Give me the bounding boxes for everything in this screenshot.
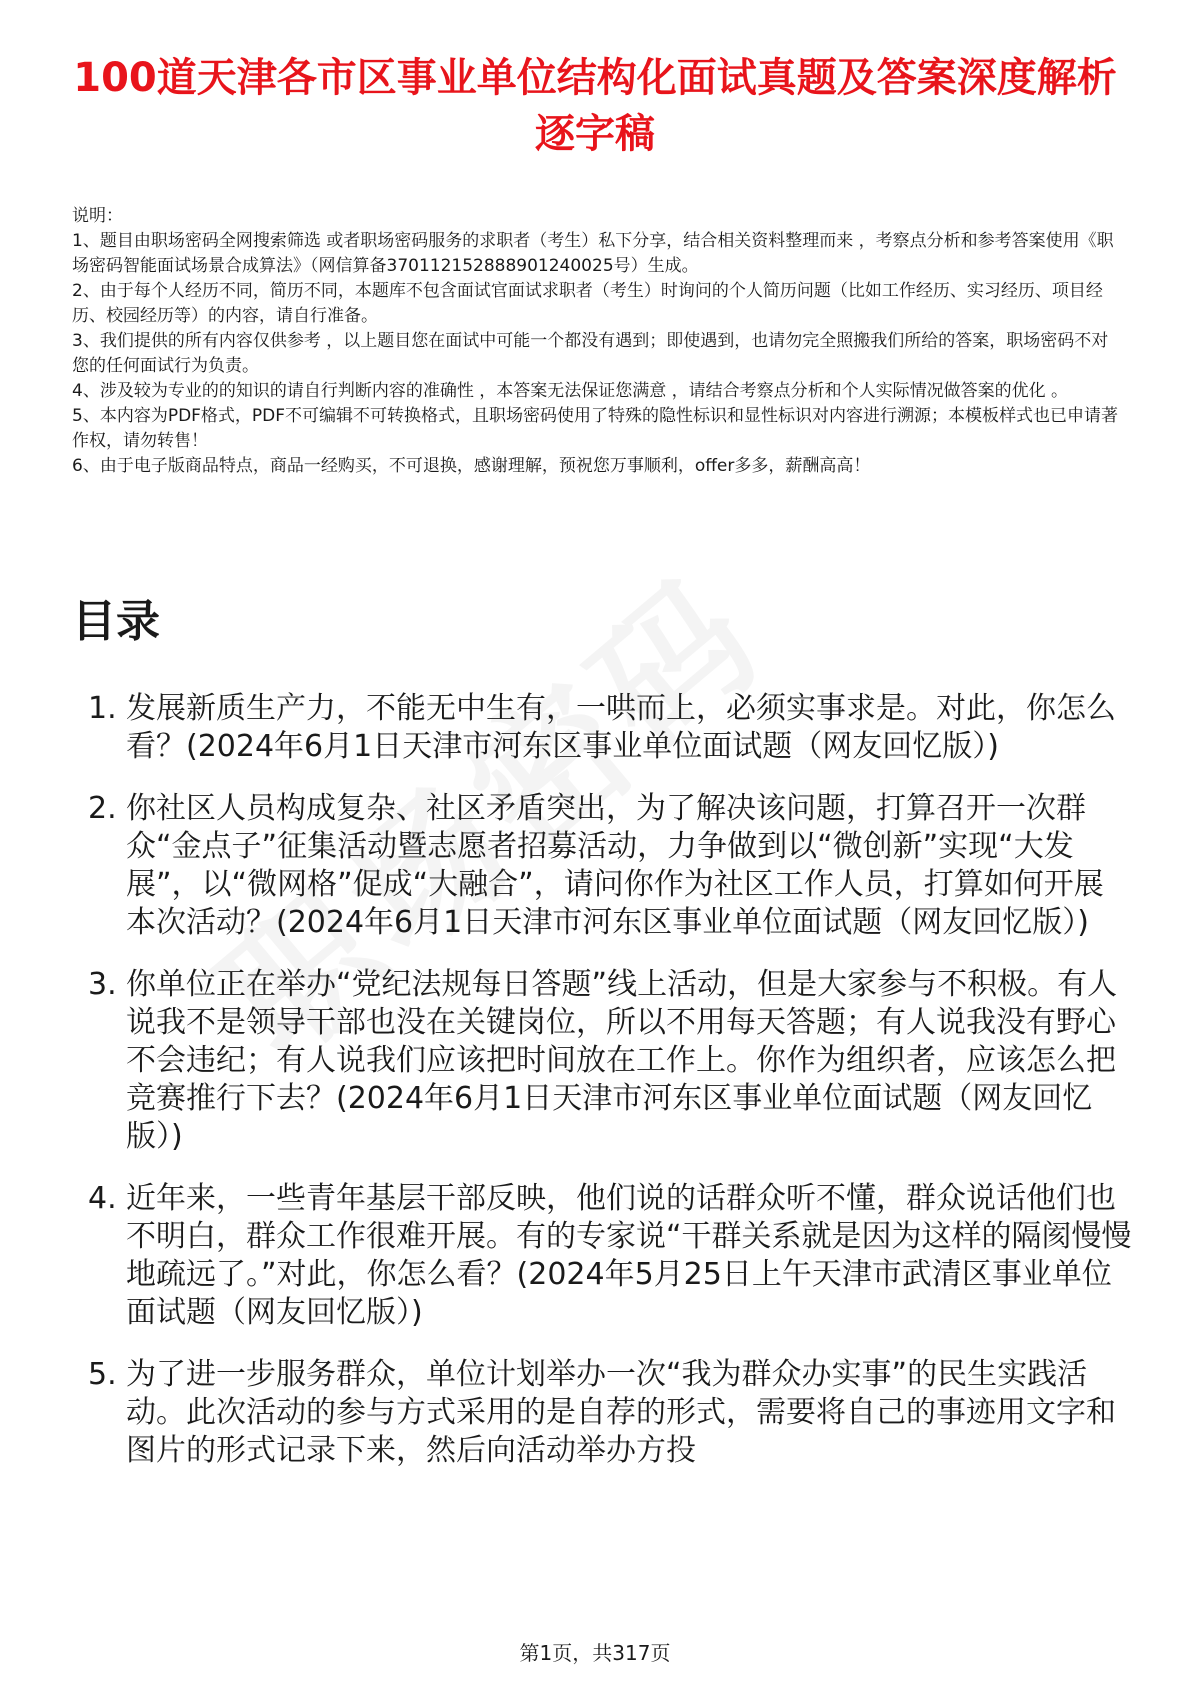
toc-item-number: 3. [88, 967, 117, 1002]
note-item: 4、涉及较为专业的的知识的请自行判断内容的准确性 ，本答案无法保证您满意 ，请结合考察点分析和个人实际情况做答案的优化 。 [72, 381, 1069, 401]
document-title: 100道天津各市区事业单位结构化面试真题及答案深度解析逐字稿 [73, 55, 1117, 157]
note-item: 2、由于每个人经历不同，简历不同，本题库不包含面试官面试求职者（考生）时询问的个人简历问题（比如工作经历、实习经历、项目经历、校园经历等）的内容，请自行准备。 [72, 281, 1103, 326]
toc-item-number: 1. [88, 691, 117, 726]
toc-item-number: 4. [88, 1181, 117, 1216]
toc-item-number: 2. [88, 791, 117, 826]
toc-item-text: 发展新质生产力，不能无中生有，一哄而上，必须实事求是。对此，你怎么看？(2024年6月1日天津市河东区事业单位面试题（网友回忆版）) [126, 691, 1116, 764]
toc-item-4[interactable] [72, 1180, 1132, 1332]
note-item: 5、本内容为PDF格式，PDF不可编辑不可转换格式，且职场密码使用了特殊的隐性标识和显性标识对内容进行溯源；本模板样式也已申请著作权，请勿转售！ [72, 406, 1119, 451]
note-item: 6、由于电子版商品特点，商品一经购买，不可退换，感谢理解，预祝您万事顺利，offer多多，薪酬高高！ [72, 456, 871, 476]
toc-item-5[interactable] [72, 1356, 1132, 1470]
toc-list [72, 690, 1132, 1494]
toc-item-text: 你社区人员构成复杂、社区矛盾突出，为了解决该问题，打算召开一次群众“金点子”征集活动暨志愿者招募活动，力争做到以“微创新”实现“大发展”，以“微网格”促成“大融合”，请问你作为社区工作人员，打算如何开展本次活动？(2024年6月1日天津市河东区事业单位面试题（网友回忆版）) [126, 791, 1104, 940]
toc-item-2[interactable] [72, 790, 1132, 942]
toc-item-1[interactable] [72, 690, 1132, 766]
notes-section [72, 204, 1124, 479]
toc-item-text: 近年来，一些青年基层干部反映，他们说的话群众听不懂，群众说话他们也不明白，群众工作很难开展。有的专家说“干群关系就是因为这样的隔阂慢慢地疏远了。”对此，你怎么看？(2024年5月25日上午天津市武清区事业单位面试题（网友回忆版）) [126, 1181, 1132, 1330]
page-footer: 第1页，共317页 [519, 1641, 671, 1665]
notes-label: 说明： [72, 206, 123, 226]
toc-item-text: 你单位正在举办“党纪法规每日答题”线上活动，但是大家参与不积极。有人说我不是领导干部也没在关键岗位，所以不用每天答题；有人说我没有野心不会违纪；有人说我们应该把时间放在工作上。你作为组织者，应该怎么把竞赛推行下去？(2024年6月1日天津市河东区事业单位面试题（网友回忆版）) [126, 967, 1118, 1154]
toc-item-3[interactable] [72, 966, 1132, 1156]
note-item: 1、题目由职场密码全网搜索筛选 或者职场密码服务的求职者（考生）私下分享，结合相关资料整理而来 ，考察点分析和参考答案使用《职场密码智能面试场景合成算法》（网信算备370112152888901240025号）生成。 [72, 231, 1114, 276]
note-item: 3、我们提供的所有内容仅供参考 ，以上题目您在面试中可能一个都没有遇到；即使遇到，也请勿完全照搬我们所给的答案，职场密码不对您的任何面试行为负责。 [72, 331, 1109, 376]
toc-item-text: 为了进一步服务群众，单位计划举办一次“我为群众办实事”的民生实践活动。此次活动的参与方式采用的是自荐的形式，需要将自己的事迹用文字和图片的形式记录下来，然后向活动举办方投 [126, 1357, 1116, 1468]
toc-item-number: 5. [88, 1357, 117, 1392]
toc-heading: 目录 [72, 596, 160, 647]
